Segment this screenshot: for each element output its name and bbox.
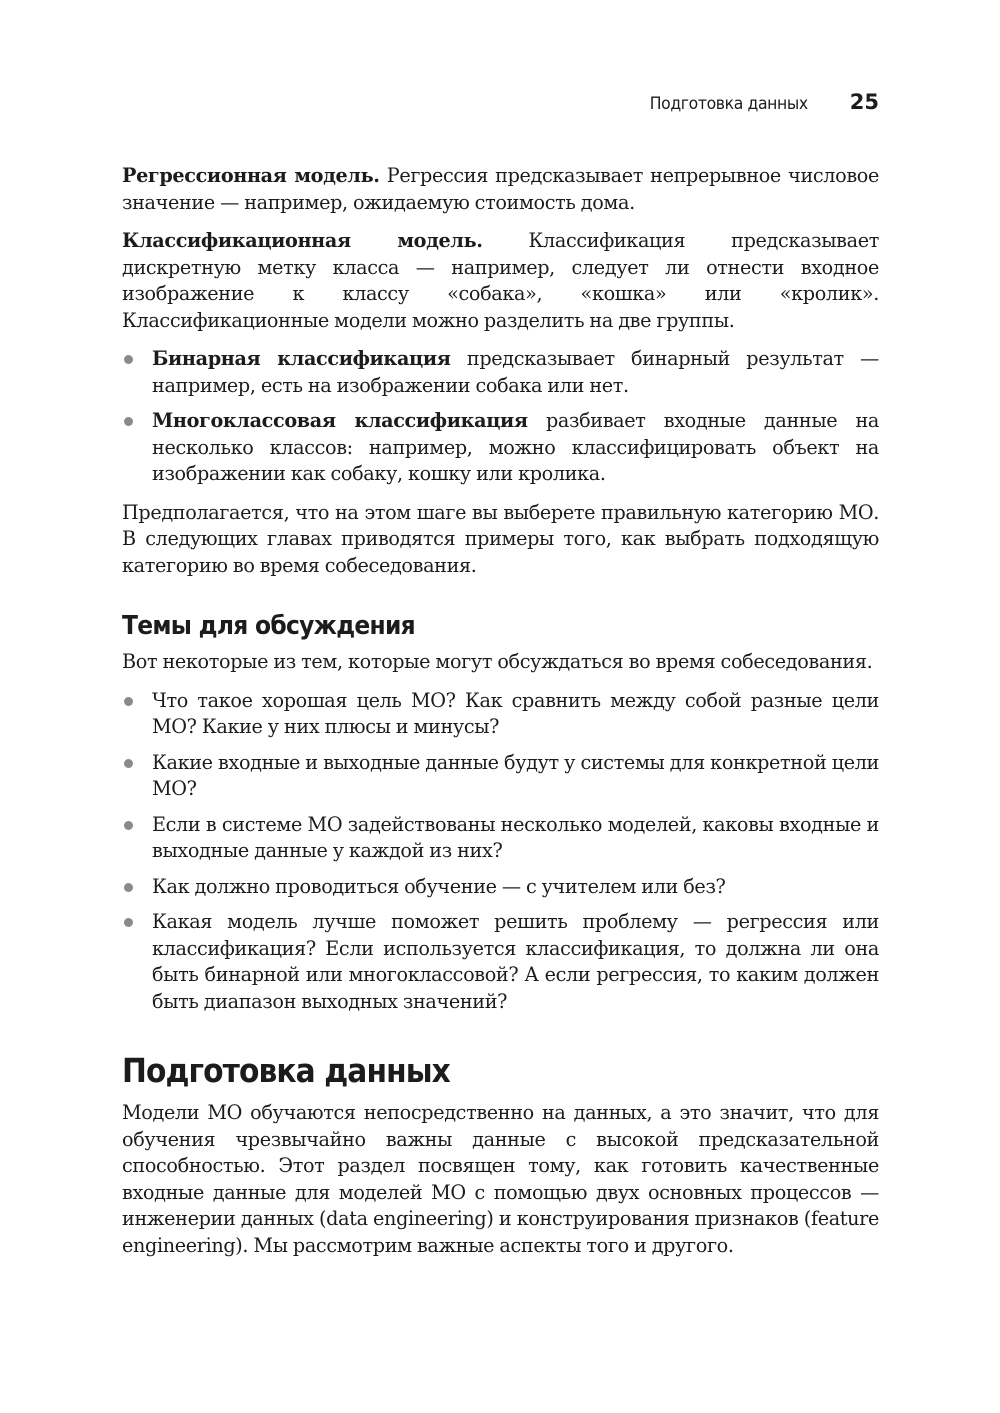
list-item-text: Какие входные и выходные данные будут у системы для конкретной цели МО? bbox=[152, 750, 879, 800]
data-prep-heading: Подготовка данных bbox=[122, 1051, 450, 1090]
running-head bbox=[636, 90, 879, 114]
topics-intro: Вот некоторые из тем, которые могут обсуждаться во время собеседования. bbox=[122, 650, 873, 673]
bullet-icon bbox=[124, 821, 133, 830]
list-item-text: Как должно проводиться обучение — с учителем или без? bbox=[152, 874, 726, 898]
class-types-list bbox=[122, 346, 879, 488]
list-item-term: Бинарная классификация bbox=[152, 347, 451, 370]
regression-term: Регрессионная модель. bbox=[122, 164, 380, 187]
page-content bbox=[122, 163, 879, 1271]
bullet-icon bbox=[124, 697, 133, 706]
bullet-icon bbox=[124, 883, 133, 892]
list-item-text: Что такое хорошая цель МО? Как сравнить между собой разные цели МО? Какие у них плюсы и минусы? bbox=[152, 688, 879, 738]
list-item-text: Какая модель лучше поможет решить проблему — регрессия или классификация? Если используется классификация, то должна ли она быть бинарной или многоклассовой? А если регрессия, то каким должен быть диапазон выходных значений? bbox=[152, 910, 879, 1013]
list-item bbox=[122, 750, 879, 803]
data-prep-paragraph: Модели МО обучаются непосредственно на данных, а это значит, что для обучения чрезвычайно важны данные с высокой предсказательной способностью. Этот раздел посвящен тому, как готовить качественные входные данные для моделей МО с помощью двух основных процессов — инженерии данных (data engineering) и конструирования признаков (feature engineering). Мы рассмотрим важные аспекты того и другого. bbox=[122, 1101, 879, 1257]
list-item bbox=[122, 909, 879, 1015]
bullet-icon bbox=[124, 918, 133, 927]
assumption-paragraph: Предполагается, что на этом шаге вы выберете правильную категорию МО. В следующих главах приводятся примеры того, как выбрать подходящую категорию во время собеседования. bbox=[122, 500, 879, 577]
list-item bbox=[122, 408, 879, 488]
classification-term: Классификационная модель. bbox=[122, 229, 483, 252]
topics-heading: Темы для обсуждения bbox=[122, 611, 415, 641]
list-item bbox=[122, 688, 879, 741]
list-item bbox=[122, 812, 879, 865]
list-item-text: предсказывает бинарный результат — например, есть на изображении собака или нет. bbox=[152, 347, 879, 397]
list-item-term: Многоклассовая классификация bbox=[152, 409, 528, 432]
list-item-text: Если в системе МО задействованы несколько моделей, каковы входные и выходные данные у каждой из них? bbox=[152, 812, 879, 862]
topics-list bbox=[122, 688, 879, 1016]
regression-paragraph bbox=[122, 163, 879, 216]
bullet-icon bbox=[124, 355, 133, 364]
bullet-icon bbox=[124, 759, 133, 768]
list-item-text: разбивает входные данные на несколько классов: например, можно классифицировать объект на изображении как собаку, кошку или кролика. bbox=[152, 409, 879, 485]
regression-text: Регрессия предсказывает непрерывное числовое значение — например, ожидаемую стоимость дома. bbox=[122, 164, 879, 214]
list-item bbox=[122, 346, 879, 399]
page-number: 25 bbox=[849, 90, 879, 114]
list-item bbox=[122, 874, 879, 901]
running-title: Подготовка данных bbox=[649, 94, 808, 114]
classification-text: Классификация предсказывает дискретную метку класса — например, следует ли отнести входное изображение к классу «собака», «кошка» или «кролик». Классификационные модели можно разделить на две группы. bbox=[122, 229, 879, 332]
classification-paragraph bbox=[122, 228, 879, 334]
bullet-icon bbox=[124, 417, 133, 426]
